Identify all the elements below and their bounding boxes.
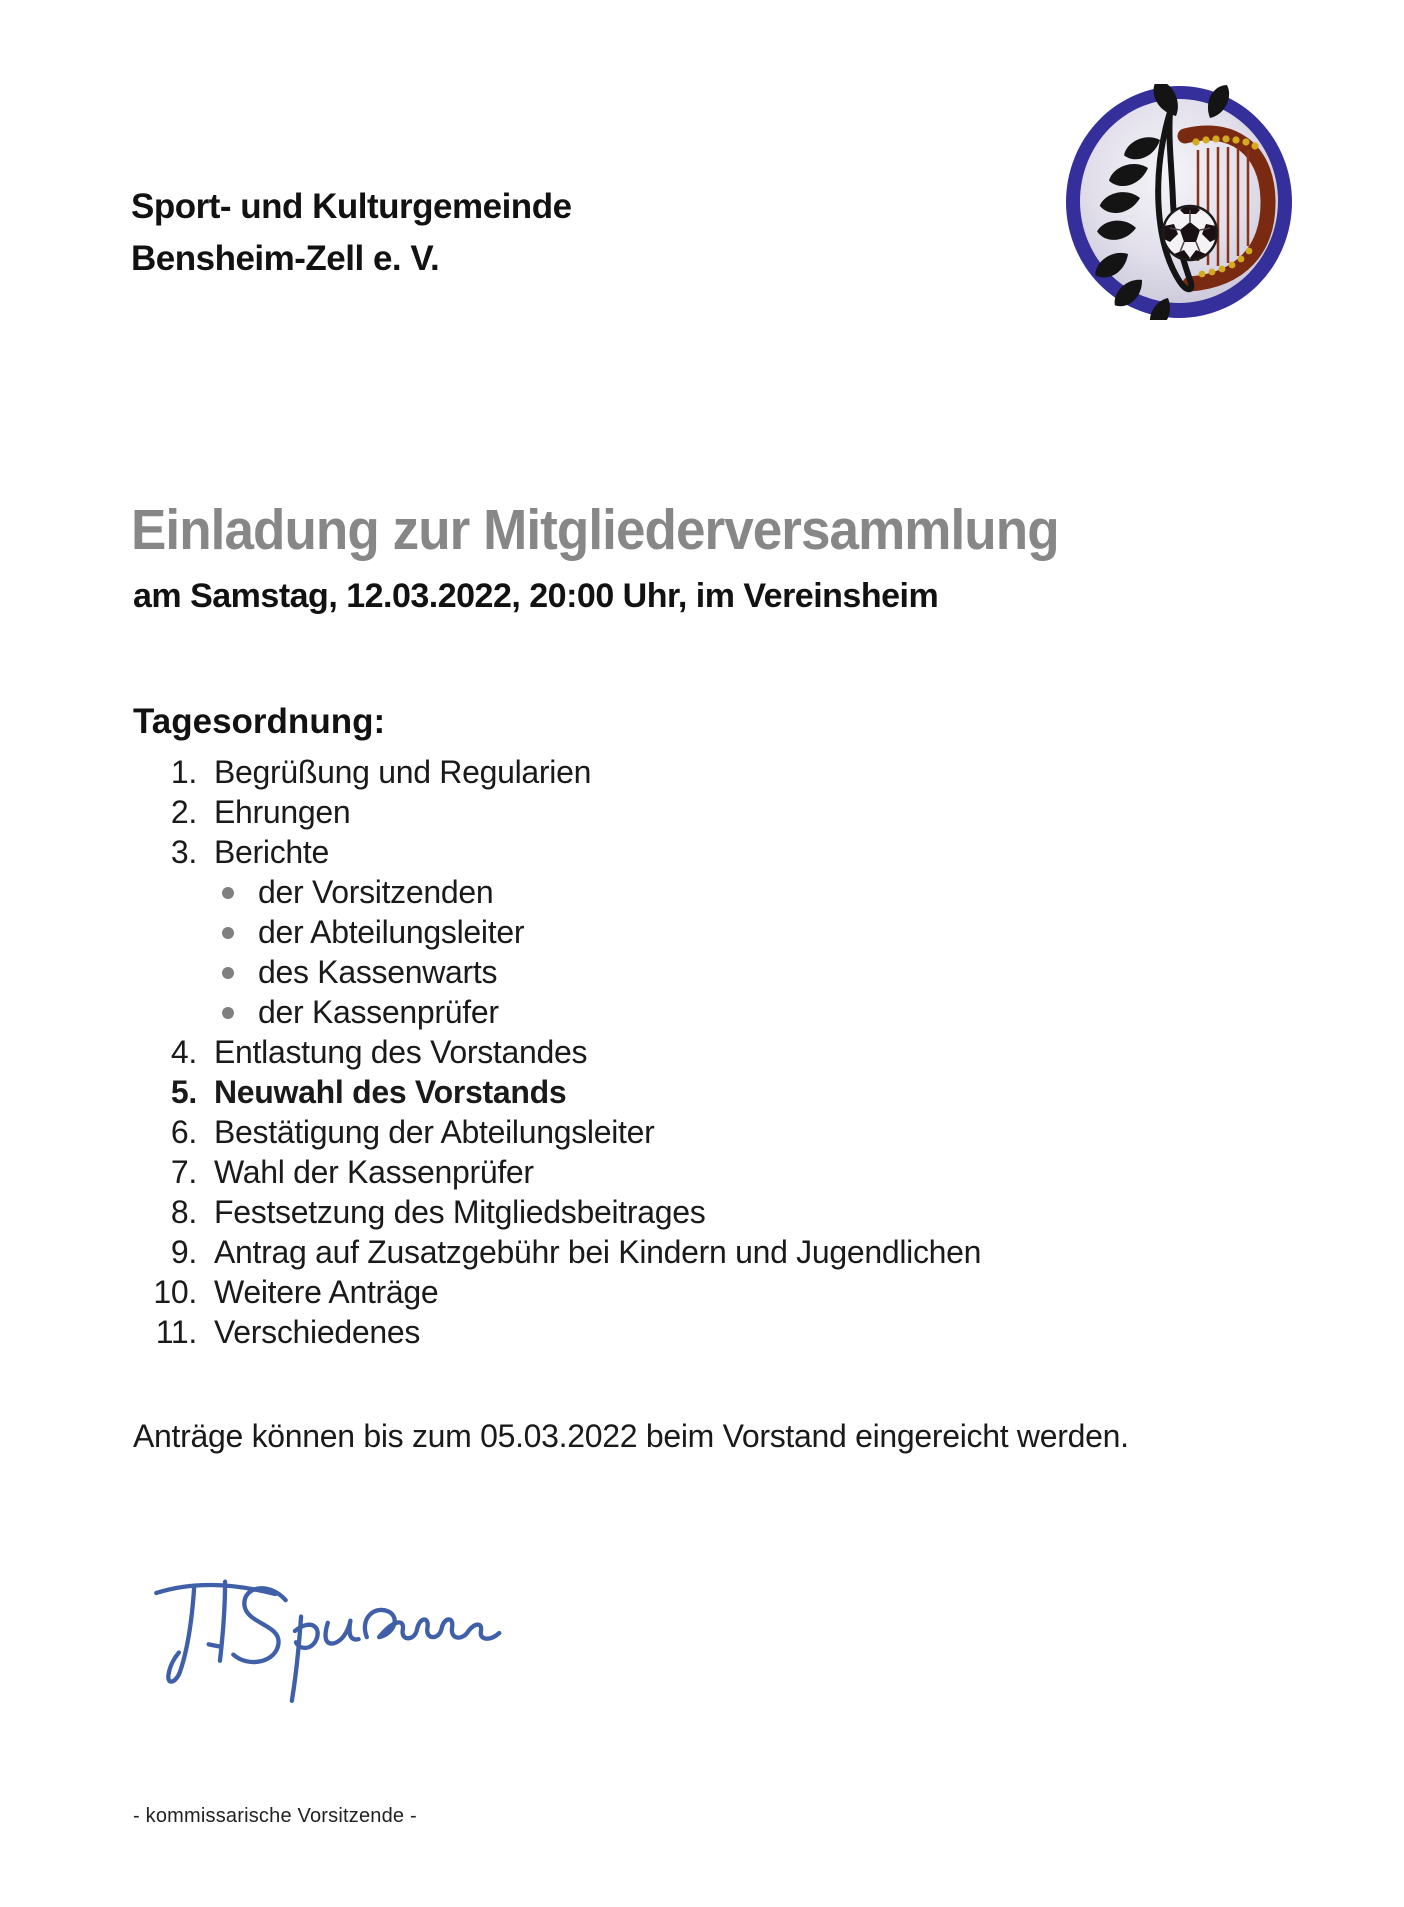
- agenda-item-number: 4.: [170, 1034, 197, 1070]
- agenda-item-number: 11.: [155, 1314, 197, 1350]
- bullet-icon: [222, 967, 234, 979]
- agenda-item-number: 2.: [170, 794, 197, 830]
- agenda-subitem: [0, 992, 1404, 1032]
- agenda-item: [0, 1192, 1404, 1232]
- agenda-item-text: Bestätigung der Abteilungsleiter: [214, 1114, 655, 1150]
- org-name-line1: Sport- und Kulturgemeinde: [131, 187, 572, 226]
- agenda-subitem: [0, 912, 1404, 952]
- handwritten-signature: [146, 1576, 526, 1726]
- org-name: [131, 181, 572, 285]
- agenda-subitem: [0, 952, 1404, 992]
- agenda-item-text: Ehrungen: [214, 794, 351, 830]
- footer-role: - kommissarische Vorsitzende -: [133, 1805, 417, 1827]
- bullet-icon: [222, 927, 234, 939]
- agenda-subitem-text: der Kassenprüfer: [258, 994, 499, 1030]
- submission-note: Anträge können bis zum 05.03.2022 beim Vorstand eingereicht werden.: [133, 1418, 1129, 1454]
- agenda-item-number: 10.: [153, 1274, 197, 1310]
- agenda-item-number: 6.: [170, 1114, 197, 1150]
- meeting-datetime: am Samstag, 12.03.2022, 20:00 Uhr, im Vereinsheim: [133, 577, 939, 615]
- agenda-item-number: 5.: [170, 1074, 197, 1110]
- agenda-subitem-text: der Abteilungsleiter: [258, 914, 525, 950]
- agenda-item-text: Antrag auf Zusatzgebühr bei Kindern und Jugendlichen: [214, 1234, 982, 1270]
- agenda-item-text: Wahl der Kassenprüfer: [214, 1154, 534, 1190]
- agenda-item-number: 3.: [170, 834, 197, 870]
- agenda-item: [0, 1232, 1404, 1272]
- agenda-item: [0, 1272, 1404, 1312]
- agenda-subitem-text: der Vorsitzenden: [258, 874, 494, 910]
- agenda-item-text: Entlastung des Vorstandes: [214, 1034, 588, 1070]
- agenda-item: [0, 1152, 1404, 1192]
- agenda-item-text: Weitere Anträge: [214, 1274, 439, 1310]
- agenda-item: [0, 1112, 1404, 1152]
- agenda-item: [0, 832, 1404, 872]
- agenda-item: [0, 752, 1404, 792]
- signature-ink-icon: [146, 1576, 526, 1726]
- agenda-item-number: 7.: [170, 1154, 197, 1190]
- agenda-list: [0, 752, 1404, 1352]
- agenda-item-text: Verschiedenes: [214, 1314, 421, 1350]
- agenda-item-number: 1.: [170, 754, 197, 790]
- bullet-icon: [222, 1007, 234, 1019]
- agenda-item: [0, 1072, 1404, 1112]
- agenda-item-number: 8.: [170, 1194, 197, 1230]
- agenda-item-text: Berichte: [214, 834, 329, 870]
- agenda-item-text: Neuwahl des Vorstands: [214, 1074, 567, 1110]
- agenda-item: [0, 792, 1404, 832]
- agenda-item-text: Begrüßung und Regularien: [214, 754, 592, 790]
- agenda-item-text: Festsetzung des Mitgliedsbeitrages: [214, 1194, 706, 1230]
- agenda-subitem-text: des Kassenwarts: [258, 954, 498, 990]
- agenda-item-number: 9.: [170, 1234, 197, 1270]
- club-badge-icon: [1064, 84, 1294, 320]
- club-logo: [1064, 84, 1294, 320]
- agenda-item: [0, 1312, 1404, 1352]
- invitation-title: Einladung zur Mitgliederversammlung: [131, 498, 1059, 562]
- agenda-item: [0, 1032, 1404, 1072]
- org-name-line2: Bensheim-Zell e. V.: [131, 239, 440, 278]
- bullet-icon: [222, 887, 234, 899]
- agenda-subitem: [0, 872, 1404, 912]
- agenda-heading: Tagesordnung:: [133, 702, 386, 741]
